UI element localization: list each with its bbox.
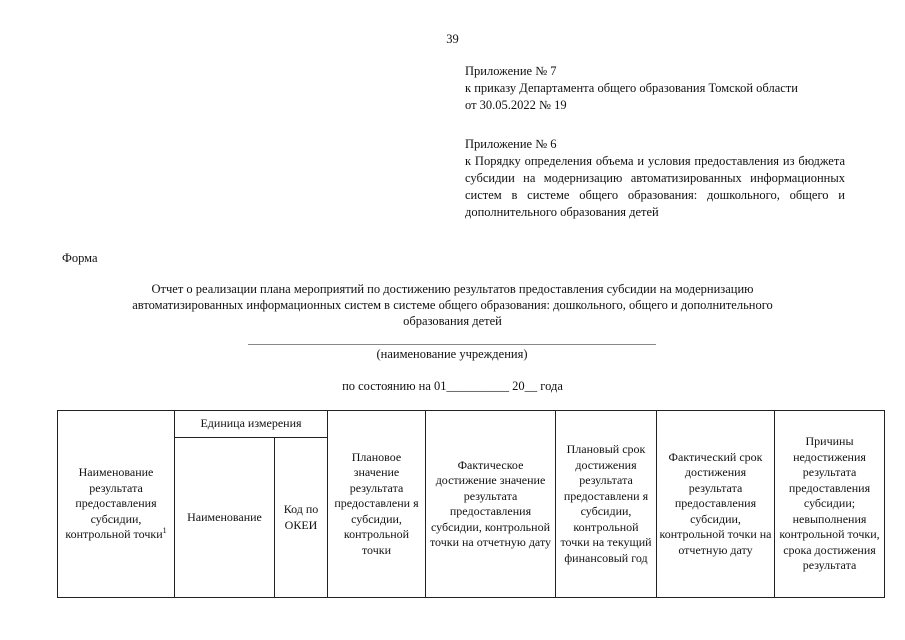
institution-name-line <box>248 344 656 345</box>
header-actual-date: Фактический срок достижения результата предоставления субсидии, контрольной точки на отчетную дату <box>657 411 775 598</box>
appendix-7-line1: к приказу Департамента общего образования Томской области <box>465 81 798 95</box>
report-title-line3: образования детей <box>403 314 502 328</box>
header-planned-date: Плановый срок достижения результата предоставлени я субсидии, контрольной точки на текущий финансовый год <box>556 411 657 598</box>
header-result-name <box>58 411 175 598</box>
footnote-marker: 1 <box>162 526 167 536</box>
appendix-7-title: Приложение № 7 <box>465 64 557 78</box>
report-title-line2: автоматизированных информационных систем в системе общего образования: дошкольного, общего и дополнительного <box>132 298 773 312</box>
header-unit-name: Наименование <box>175 438 275 598</box>
appendix-7-line2: от 30.05.2022 № 19 <box>465 98 567 112</box>
report-title-line1: Отчет о реализации плана мероприятий по достижению результатов предоставления субсидии на модернизацию <box>151 282 754 296</box>
header-actual-value: Фактическое достижение значение результата предоставления субсидии, контрольной точки на отчетную дату <box>426 411 556 598</box>
page-number: 39 <box>446 32 459 46</box>
form-label: Форма <box>62 251 98 265</box>
header-unit-code: Код по ОКЕИ <box>275 438 328 598</box>
report-table <box>57 410 885 598</box>
report-title <box>60 281 845 329</box>
appendix-6-text: к Порядку определения объема и условия предоставления из бюджета субсидии на модернизацию автоматизированных информационных систем в системе общего образования: дошкольного, общего и дополнительного образования детей <box>465 154 845 219</box>
appendix-6-title: Приложение № 6 <box>465 137 557 151</box>
as-of-date: по состоянию на 01__________ 20__ года <box>342 379 563 393</box>
appendix-7-header <box>465 63 845 114</box>
header-unit-group: Единица измерения <box>175 411 328 438</box>
appendix-6-header <box>465 136 845 221</box>
header-reasons: Причины недостижения результата предоставления субсидии; невыполнения контрольной точки, срока достижения результата <box>775 411 885 598</box>
header-planned-value: Плановое значение результата предоставлени я субсидии, контрольной точки <box>328 411 426 598</box>
header-result-name-text: Наименование результата предоставления субсидии, контрольной точки <box>65 465 163 542</box>
institution-caption: (наименование учреждения) <box>376 347 528 361</box>
